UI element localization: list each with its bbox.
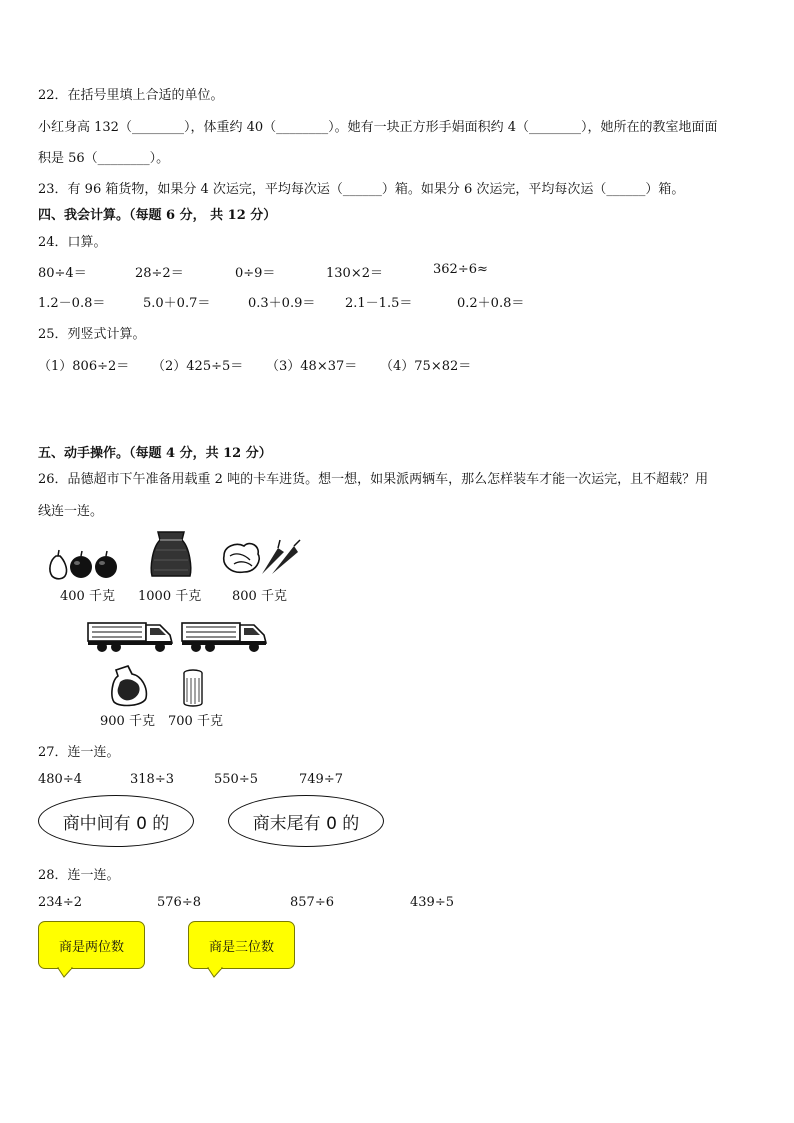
q24-r2-c1: 1.2－0.8＝ xyxy=(38,296,106,311)
goods-label-2: 1000 千克 xyxy=(138,589,202,604)
q24-r1-c2: 28÷2＝ xyxy=(135,266,184,281)
q24-r1-c1: 80÷4＝ xyxy=(38,266,87,281)
q28-item-4: 439÷5 xyxy=(410,895,454,910)
q24-r1-c5: 362÷6≈ xyxy=(433,262,488,277)
grain-sack-icon xyxy=(148,530,194,580)
truck-icon xyxy=(180,613,270,653)
q25-item-3: （3）48×37＝ xyxy=(266,359,358,374)
goods-label-1: 400 千克 xyxy=(60,589,115,604)
q27-item-4: 749÷7 xyxy=(299,772,343,787)
q25-title: 25．列竖式计算。 xyxy=(38,327,146,342)
bubble-label-1: 商是两位数 xyxy=(58,939,124,955)
q26-line1: 26．品德超市下午准备用载重 2 吨的卡车进货。想一想，如果派两辆车，那么怎样装车才能一次运完，且不超载？用 xyxy=(38,472,709,487)
q27-item-1: 480÷4 xyxy=(38,772,82,787)
section5-title: 五、动手操作。（每题 4 分，共 12 分） xyxy=(38,446,272,461)
q25-item-4: （4）75×82＝ xyxy=(380,359,472,374)
q24-r2-c4: 2.1－1.5＝ xyxy=(345,296,413,311)
goods-label-4: 900 千克 xyxy=(100,714,155,729)
q24-r1-c3: 0÷9＝ xyxy=(235,266,276,281)
q28-item-3: 857÷6 xyxy=(290,895,334,910)
oval-label-1: 商中间有 0 的 xyxy=(62,813,170,834)
q27-title: 27．连一连。 xyxy=(38,745,120,760)
q22-line1: 小红身高 132（________），体重约 40（________）。她有一块正方形手娟面积约 4（________），她所在的教室地面面 xyxy=(38,120,718,135)
q24-r2-c2: 5.0＋0.7＝ xyxy=(143,296,211,311)
bubble-pointer-1 xyxy=(58,968,72,978)
oval-label-2: 商末尾有 0 的 xyxy=(252,813,360,834)
q28-title: 28．连一连。 xyxy=(38,868,120,883)
q27-item-2: 318÷3 xyxy=(130,772,174,787)
q22-line2: 积是 56（________）。 xyxy=(38,151,170,166)
section4-title: 四、我会计算。（每题 6 分， 共 12 分） xyxy=(38,208,277,223)
q28-item-2: 576÷8 xyxy=(157,895,201,910)
goods-label-5: 700 千克 xyxy=(168,714,223,729)
oval-quotient-end-zero[interactable] xyxy=(228,795,384,847)
truck-icon xyxy=(86,613,176,653)
goods-label-3: 800 千克 xyxy=(232,589,287,604)
bubble-two-digit[interactable] xyxy=(38,921,145,969)
q27-item-3: 550÷5 xyxy=(214,772,258,787)
oval-quotient-middle-zero[interactable] xyxy=(38,795,194,847)
q28-item-1: 234÷2 xyxy=(38,895,82,910)
vegetables-icon xyxy=(220,538,304,578)
q26-line2: 线连一连。 xyxy=(38,504,104,519)
barrel-icon xyxy=(182,668,204,708)
fruit-icon xyxy=(46,548,122,580)
bubble-label-2: 商是三位数 xyxy=(208,939,274,955)
q25-item-2: （2）425÷5＝ xyxy=(152,359,244,374)
q24-r2-c3: 0.3＋0.9＝ xyxy=(248,296,316,311)
bag-icon xyxy=(108,664,152,708)
q24-title: 24．口算。 xyxy=(38,235,107,250)
bubble-pointer-2 xyxy=(208,968,222,978)
q22-title: 22．在括号里填上合适的单位。 xyxy=(38,88,224,103)
q24-r1-c4: 130×2＝ xyxy=(326,266,383,281)
q24-r2-c5: 0.2＋0.8＝ xyxy=(457,296,525,311)
q25-item-1: （1）806÷2＝ xyxy=(38,359,130,374)
bubble-three-digit[interactable] xyxy=(188,921,295,969)
q23-text: 23．有 96 箱货物，如果分 4 次运完，平均每次运（______）箱。如果分 6 次运完，平均每次运（______）箱。 xyxy=(38,182,685,197)
